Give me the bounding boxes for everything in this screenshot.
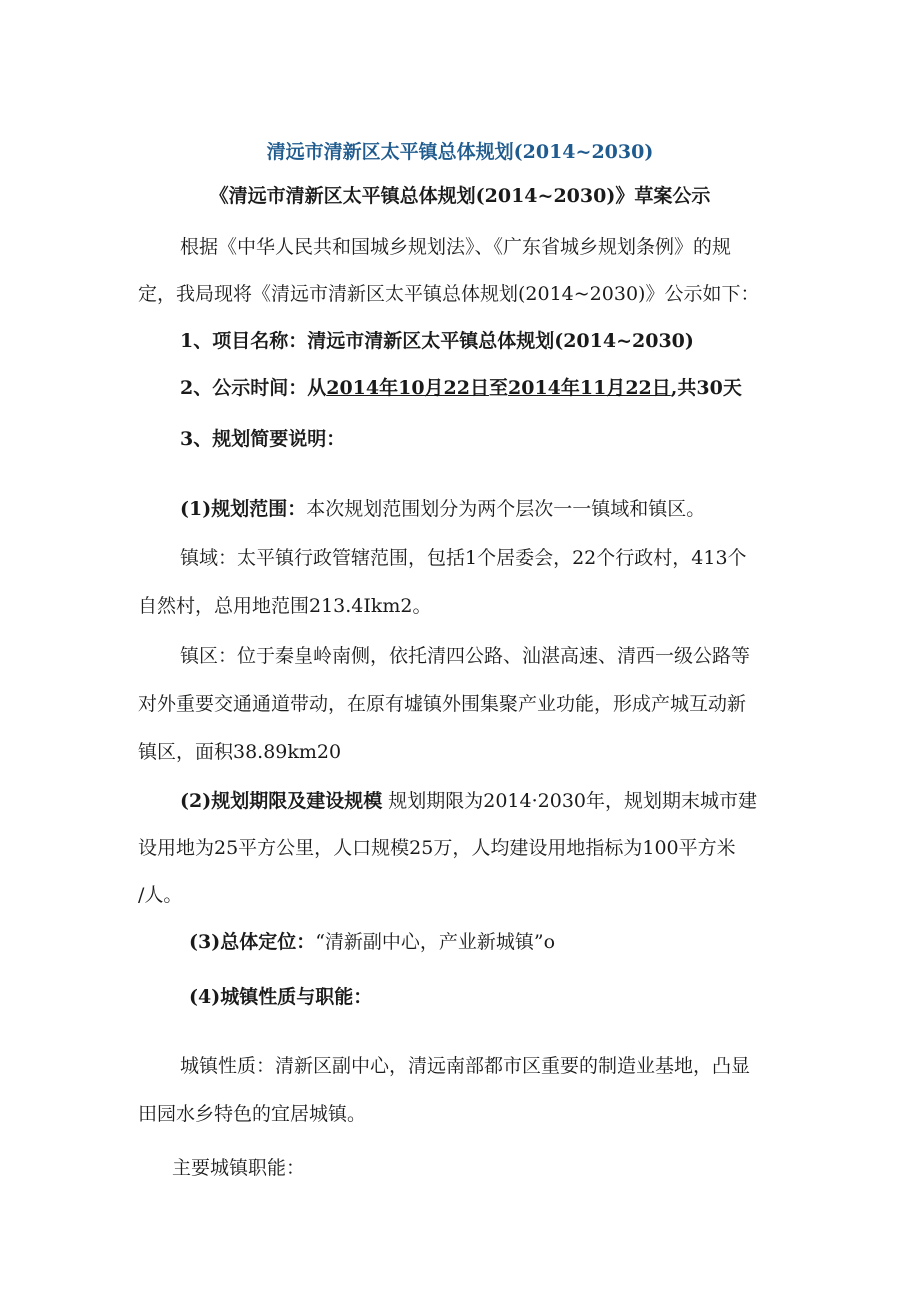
section-3-heading: (3)总体定位： bbox=[189, 931, 316, 953]
town-nature-line-2: 田园水乡特色的宜居城镇。 bbox=[138, 1103, 367, 1125]
period-to: 至 bbox=[489, 377, 509, 399]
period-duration: ,共30天 bbox=[670, 377, 742, 399]
period-start-date: 2014年10月22日 bbox=[326, 377, 489, 399]
item-plan-summary: 3、规划简要说明： bbox=[180, 428, 346, 450]
document-title: 清远市清新区太平镇总体规划(2014~2030) bbox=[266, 141, 654, 163]
item-publicity-period bbox=[180, 376, 742, 400]
item-project-name: 1、项目名称：清远市清新区太平镇总体规划(2014~2030) bbox=[180, 330, 694, 352]
section-2-line-3: /人。 bbox=[138, 884, 183, 906]
section-2-line-2: 设用地为25平方公里，人口规模25万，人均建设用地指标为100平方米 bbox=[138, 837, 736, 859]
section-4-heading: (4)城镇性质与职能： bbox=[189, 986, 373, 1008]
section-1-heading: (1)规划范围： bbox=[180, 498, 307, 520]
town-area-line-1: 镇域：太平镇行政管辖范围，包括1个居委会，22个行政村，413个 bbox=[180, 547, 747, 569]
town-nature-line-1: 城镇性质：清新区副中心，清远南部都市区重要的制造业基地，凸显 bbox=[180, 1055, 751, 1077]
period-end-date: 2014年11月22日 bbox=[508, 377, 671, 399]
section-2-period bbox=[180, 789, 757, 813]
section-2-heading: (2)规划期限及建设规模 bbox=[180, 790, 383, 812]
section-1-scope bbox=[180, 497, 705, 521]
intro-line-1: 根据《中华人民共和国城乡规划法》、《广东省城乡规划条例》的规 bbox=[180, 236, 732, 258]
town-center-line-3: 镇区，面积38.89km20 bbox=[138, 741, 342, 763]
main-functions-label: 主要城镇职能： bbox=[172, 1157, 306, 1179]
section-1-text: 本次规划范围划分为两个层次一一镇域和镇区。 bbox=[306, 498, 706, 520]
section-2-line-1: 规划期限为2014·2030年，规划期末城市建 bbox=[388, 790, 757, 812]
section-3-positioning bbox=[189, 930, 555, 954]
section-3-text: “清新副中心，产业新城镇”o bbox=[315, 931, 556, 953]
town-center-line-1: 镇区：位于秦皇岭南侧，依托清四公路、汕湛高速、清西一级公路等 bbox=[180, 645, 751, 667]
period-label: 2、公示时间：从 bbox=[180, 377, 327, 399]
town-area-line-2: 自然村，总用地范围213.4Ikm2。 bbox=[138, 595, 432, 617]
notice-subtitle: 《清远市清新区太平镇总体规划(2014~2030)》草案公示 bbox=[209, 185, 711, 207]
intro-line-2: 定，我局现将《清远市清新区太平镇总体规划(2014~2030)》公示如下： bbox=[138, 283, 760, 305]
town-center-line-2: 对外重要交通通道带动，在原有墟镇外围集聚产业功能，形成产城互动新 bbox=[138, 693, 747, 715]
